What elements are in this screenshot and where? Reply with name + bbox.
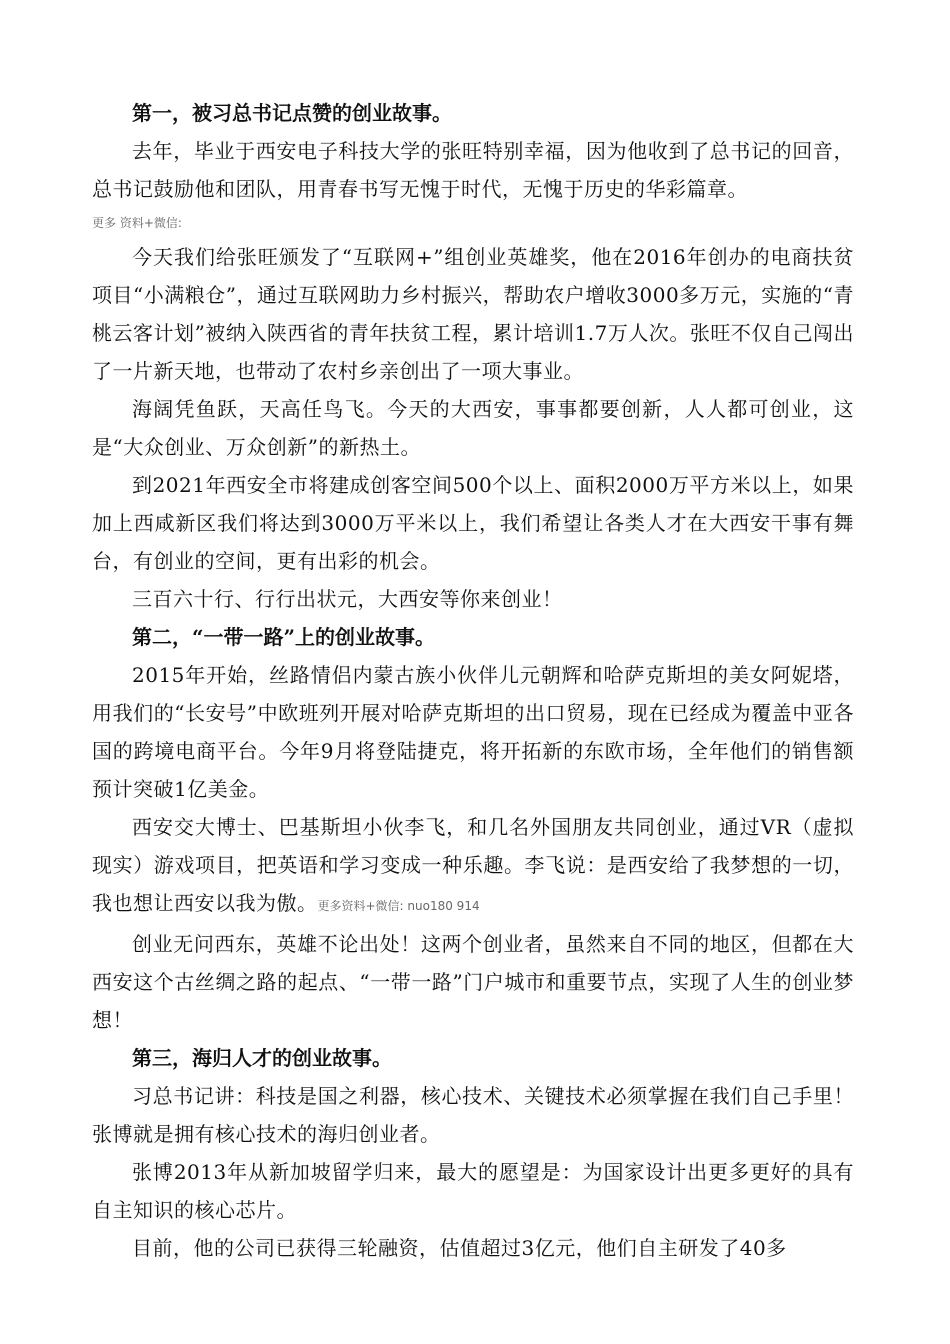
paragraph: 去年，毕业于西安电子科技大学的张旺特别幸福，因为他收到了总书记的回音，总书记鼓励他和团队，用青春书写无愧于时代，无愧于历史的华彩篇章。 xyxy=(92,139,854,201)
watermark-note: 更多 资料+微信: xyxy=(92,216,182,230)
document-body xyxy=(92,94,854,1267)
section-heading-3: 第三，海归人才的创业故事。 xyxy=(132,1046,392,1070)
watermark-note: 更多资料+微信: nuo180 914 xyxy=(317,899,480,913)
paragraph: 创业无问西东，英雄不论出处！这两个创业者，虽然来自不同的地区，但都在大西安这个古丝绸之路的起点、“一带一路”门户城市和重要节点，实现了人生的创业梦想！ xyxy=(92,932,854,1032)
paragraph-text: 西安交大博士、巴基斯坦小伙李飞，和几名外国朋友共同创业，通过VR（虚拟现实）游戏项目，把英语和学习变成一种乐趣。李飞说：是西安给了我梦想的一切，我也想让西安以我为傲。 xyxy=(92,815,854,915)
paragraph: 目前，他的公司已获得三轮融资，估值超过3亿元，他们自主研发了40多 xyxy=(132,1236,787,1260)
paragraph: 到2021年西安全市将建成创客空间500个以上、面积2000万平方米以上，如果加上西咸新区我们将达到3000万平米以上，我们希望让各类人才在大西安干事有舞台，有创业的空间，更有出彩的机会。 xyxy=(92,473,854,573)
paragraph: 2015年开始，丝路情侣内蒙古族小伙伴儿元朝辉和哈萨克斯坦的美女阿妮塔，用我们的“长安号”中欧班列开展对哈萨克斯坦的出口贸易，现在已经成为覆盖中亚各国的跨境电商平台。今年9月将登陆捷克，将开拓新的东欧市场，全年他们的销售额预计突破1亿美金。 xyxy=(92,663,854,801)
paragraph xyxy=(92,808,854,925)
paragraph: 习总书记讲：科技是国之利器，核心技术、关键技术必须掌握在我们自己手里！张博就是拥有核心技术的海归创业者。 xyxy=(92,1084,854,1146)
section-heading-1: 第一，被习总书记点赞的创业故事。 xyxy=(132,101,452,125)
paragraph: 海阔凭鱼跃，天高任鸟飞。今天的大西安，事事都要创新，人人都可创业，这是“大众创业、万众创新”的新热土。 xyxy=(92,397,854,459)
paragraph: 三百六十行、行行出状元，大西安等你来创业！ xyxy=(132,587,563,611)
paragraph: 张博2013年从新加坡留学归来，最大的愿望是：为国家设计出更多更好的具有自主知识的核心芯片。 xyxy=(92,1160,854,1222)
section-heading-2: 第二，“一带一路”上的创业故事。 xyxy=(132,625,436,649)
paragraph: 今天我们给张旺颁发了“互联网+”组创业英雄奖，他在2016年创办的电商扶贫项目“小满粮仓”，通过互联网助力乡村振兴，帮助农户增收3000多万元，实施的“青桃云客计划”被纳入陕西省的青年扶贫工程，累计培训1.7万人次。张旺不仅自己闯出了一片新天地，也带动了农村乡亲创出了一项大事业。 xyxy=(92,245,854,383)
